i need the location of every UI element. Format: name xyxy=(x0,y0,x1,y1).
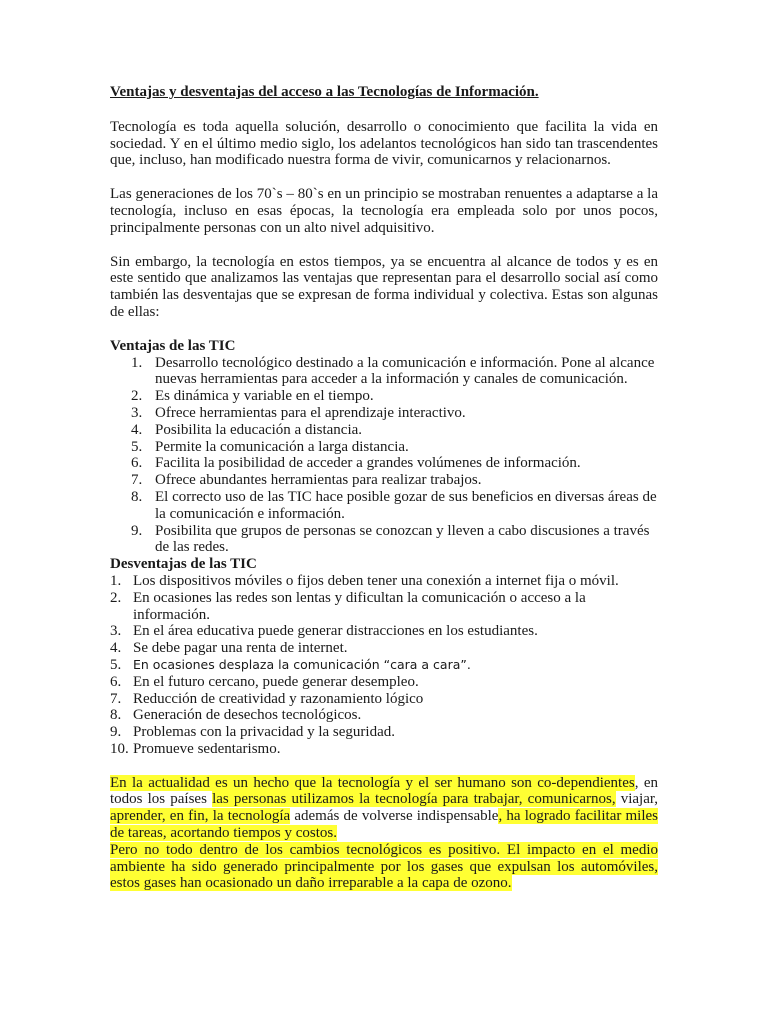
list-text: Posibilita la educación a distancia. xyxy=(155,421,363,438)
conclusion-segment: además de volverse indispensable xyxy=(290,808,499,825)
list-text: Es dinámica y variable en el tiempo. xyxy=(155,388,374,405)
list-text: Ofrece herramientas para el aprendizaje interactivo. xyxy=(155,404,466,421)
list-number: 4. xyxy=(110,640,122,657)
list-text: En el futuro cercano, puede generar desempleo. xyxy=(133,673,419,690)
list-number: 9. xyxy=(110,724,122,741)
list-item xyxy=(110,523,658,557)
list-number: 2. xyxy=(110,589,122,606)
list-item xyxy=(110,657,658,674)
list-item xyxy=(110,640,658,657)
list-text: Posibilita que grupos de personas se conozcan y lleven a cabo discusiones a través de las redes. xyxy=(155,522,650,556)
document-title: Ventajas y desventajas del acceso a las Tecnologías de Información. xyxy=(110,84,539,100)
advantages-list xyxy=(110,355,658,557)
list-item xyxy=(110,388,658,405)
conclusion-segment: , en todos los países xyxy=(110,774,658,808)
conclusion-segment: En la actualidad es un hecho que la tecnología y el ser humano son co-dependientes xyxy=(110,774,635,791)
list-number: 8. xyxy=(131,488,143,505)
list-number: 1. xyxy=(131,354,143,371)
list-text: En ocasiones las redes son lentas y dificultan la comunicación o acceso a la información. xyxy=(133,589,586,623)
list-text: El correcto uso de las TIC hace posible gozar de sus beneficios en diversas áreas de la comunicación e información. xyxy=(155,488,657,522)
list-number: 2. xyxy=(131,388,143,405)
intro-paragraph-3: Sin embargo, la tecnología en estos tiempos, ya se encuentra al alcance de todos y es en este sentido que analizamos las ventajas que representan para el desarrollo social así como también las desventajas que se expresan de forma individual y colectiva. Estas son algunas de ellas: xyxy=(110,253,658,320)
list-number: 6. xyxy=(110,673,122,690)
list-text: Ofrece abundantes herramientas para realizar trabajos. xyxy=(155,472,482,489)
list-text: Los dispositivos móviles o fijos deben tener una conexión a internet fija o móvil. xyxy=(133,572,619,589)
list-item xyxy=(110,405,658,422)
list-text: Facilita la posibilidad de acceder a grandes volúmenes de información. xyxy=(155,455,581,472)
list-text: Problemas con la privacidad y la seguridad. xyxy=(133,724,396,741)
list-number: 7. xyxy=(131,472,143,489)
list-text: En ocasiones desplaza la comunicación “cara a cara”. xyxy=(133,656,471,672)
advantages-heading: Ventajas de las TIC xyxy=(110,337,236,354)
spacer xyxy=(110,758,658,775)
intro-paragraph-1: Tecnología es toda aquella solución, desarrollo o conocimiento que facilita la vida en sociedad. Y en el último medio siglo, los adelantos tecnológicos han sido tan trascendentes que, incluso, han modificado nuestra forma de vivir, comunicarnos y relacionarnos. xyxy=(110,118,658,169)
conclusion-segment: aprender, en fin, la tecnología xyxy=(110,808,291,825)
list-item xyxy=(110,439,658,456)
list-number: 9. xyxy=(131,522,143,539)
disadvantages-heading: Desventajas de las TIC xyxy=(110,556,257,573)
list-text: Generación de desechos tecnológicos. xyxy=(133,707,362,724)
list-item xyxy=(110,741,658,758)
conclusion-highlighted-text: Pero no todo dentro de los cambios tecnológicos es positivo. El impacto en el medio ambiente ha sido generado principalmente por los gases que expulsan los automóviles, estos gases han ocasionado un daño irreparable a la capa de ozono. xyxy=(110,841,658,892)
conclusion-paragraph-2 xyxy=(110,842,658,892)
list-text: Promueve sedentarismo. xyxy=(133,740,281,757)
conclusion-segment: las personas utilizamos la tecnología para trabajar, comunicarnos, xyxy=(212,791,616,808)
list-text: Permite la comunicación a larga distancia. xyxy=(155,438,409,455)
conclusion-segment: viajar, xyxy=(615,791,659,808)
conclusion-paragraph-1 xyxy=(110,775,658,842)
list-text: Reducción de creatividad y razonamiento lógico xyxy=(133,690,424,707)
list-number: 8. xyxy=(110,707,122,724)
list-item xyxy=(110,691,658,708)
list-item xyxy=(110,623,658,640)
list-item xyxy=(110,455,658,472)
intro-paragraph-2: Las generaciones de los 70`s – 80`s en un principio se mostraban renuentes a adaptarse a la tecnología, incluso en esas épocas, la tecnología era empleada solo por unos pocos, principalmente personas con un alto nivel adquisitivo. xyxy=(110,186,658,236)
list-number: 6. xyxy=(131,455,143,472)
list-item xyxy=(110,724,658,741)
list-number: 1. xyxy=(110,572,122,589)
list-number: 5. xyxy=(131,438,143,455)
list-item xyxy=(110,472,658,489)
list-text: Se debe pagar una renta de internet. xyxy=(133,640,348,657)
list-item xyxy=(110,674,658,691)
list-number: 3. xyxy=(110,623,122,640)
list-number: 4. xyxy=(131,421,143,438)
list-number: 10. xyxy=(110,740,129,757)
list-item xyxy=(110,489,658,523)
list-item xyxy=(110,573,658,590)
conclusion-segment: , ha logrado facilitar miles de tareas, acortando tiempos y costos. xyxy=(110,808,659,842)
list-number: 7. xyxy=(110,690,122,707)
list-number: 3. xyxy=(131,404,143,421)
list-item xyxy=(110,422,658,439)
list-item xyxy=(110,590,658,624)
list-text: Desarrollo tecnológico destinado a la comunicación e información. Pone al alcance nuevas herramientas para acceder a la información y canales de comunicación. xyxy=(155,354,655,388)
list-text: En el área educativa puede generar distracciones en los estudiantes. xyxy=(133,623,538,640)
list-number: 5. xyxy=(110,656,122,673)
disadvantages-list xyxy=(110,573,658,758)
list-item xyxy=(110,707,658,724)
list-item xyxy=(110,355,658,389)
